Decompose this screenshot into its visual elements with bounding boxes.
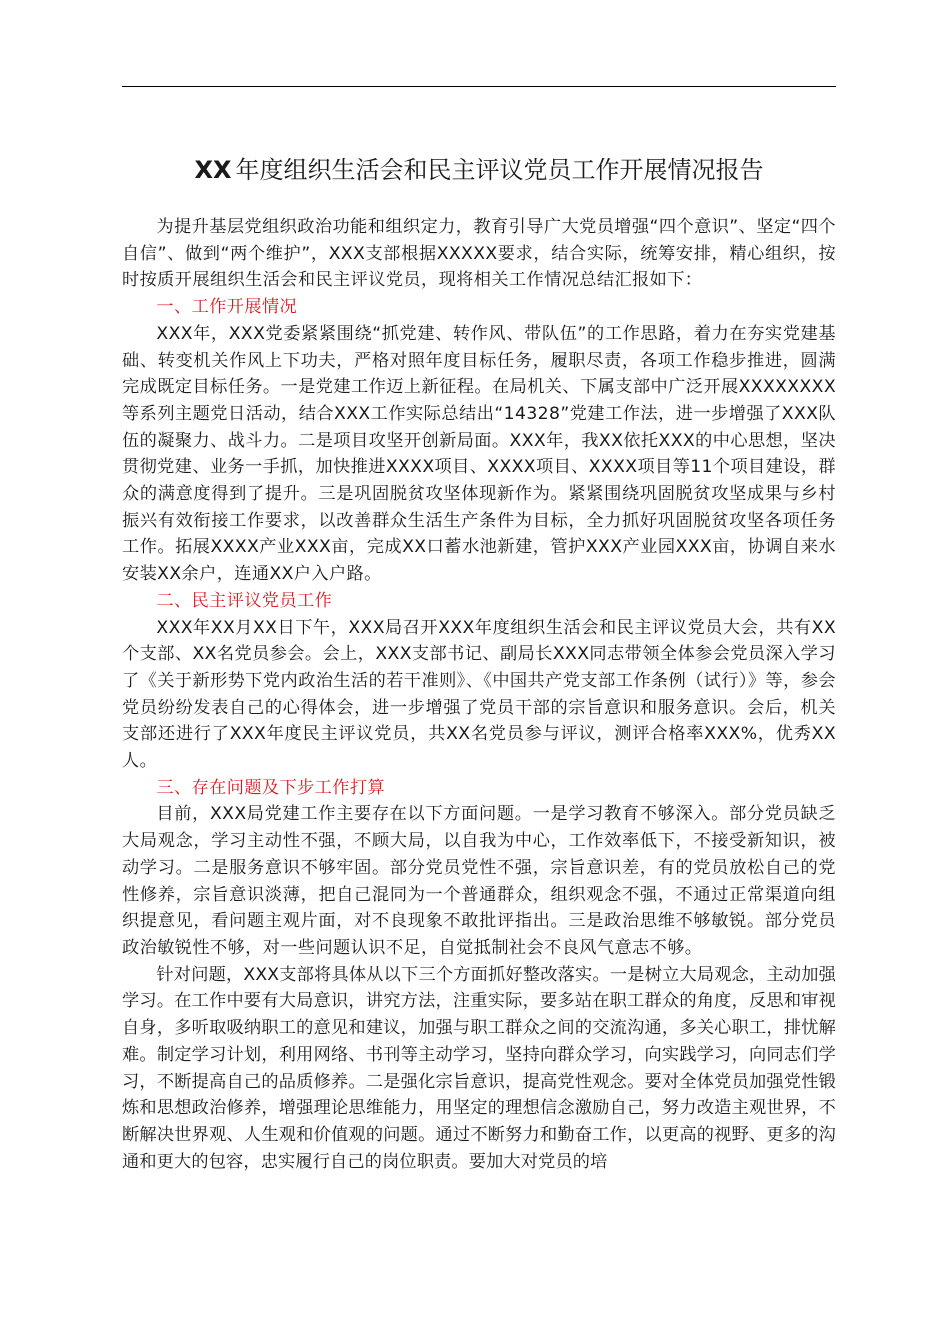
section-2-paragraph-1: XXX年XX月XX日下午，XXX局召开XXX年度组织生活会和民主评议党员大会，共有XX个支部、XX名党员参会。会上，XXX支部书记、副局长XXX同志带领全体参会党员深入学习了《关于新形势下党内政治生活的若干准则》、《中国共产党支部工作条例（试行）》等，参会党员纷纷发表自己的心得体会，进一步增强了党员干部的宗旨意识和服务意识。会后，机关支部还进行了XXX年度民主评议党员，共XX名党员参与评议，测评合格率XXX%，优秀XX人。 <box>122 617 836 772</box>
section-1-paragraph-1: XXX年，XXX党委紧紧围绕“抓党建、转作风、带队伍”的工作思路，着力在夯实党建基础、转变机关作风上下功夫，严格对照年度目标任务，履职尽责，各项工作稳步推进，圆满完成既定目标任务。一是党建工作迈上新征程。在局机关、下属支部中广泛开展XXXXXXXX等系列主题党日活动，结合XXX工作实际总结出“14328”党建工作法，进一步增强了XXX队伍的凝聚力、战斗力。二是项目攻坚开创新局面。XXX年，我XX依托XXX的中心思想，坚决贯彻党建、业务一手抓，加快推进XXXX项目、XXXX项目、XXXX项目等11个项目建设，群众的满意度得到了提升。三是巩固脱贫攻坚体现新作为。紧紧围绕巩固脱贫攻坚成果与乡村振兴有效衔接工作要求，以改善群众生活生产条件为目标，全力抓好巩固脱贫攻坚各项任务工作。拓展XXXX产业XXX亩，完成XX口蓄水池新建，管护XXX产业园XXX亩，协调自来水安装XX余户，连通XX户入户路。 <box>122 323 836 585</box>
section-heading-3: 三、存在问题及下步工作打算 <box>156 777 386 798</box>
section-heading-1: 一、工作开展情况 <box>156 297 298 318</box>
document-title-main: 年度组织生活会和民主评议党员工作开展情况报告 <box>235 156 764 184</box>
intro-paragraph: 为提升基层党组织政治功能和组织定力，教育引导广大党员增强“四个意识”、坚定“四个自信”、做到“两个维护”，XXX支部根据XXXXX要求，结合实际，统筹安排，精心组织，按时按质开展组织生活会和民主评议党员，现将相关工作情况总结汇报如下： <box>122 217 836 291</box>
section-3-paragraph-2: 针对问题，XXX支部将具体从以下三个方面抓好整改落实。一是树立大局观念，主动加强学习。在工作中要有大局意识，讲究方法，注重实际，要多站在职工群众的角度，反思和审视自身，多听取吸纳职工的意见和建议，加强与职工群众之间的交流沟通，多关心职工，排忧解难。制定学习计划，利用网络、书刊等主动学习，坚持向群众学习，向实践学习，向同志们学习，不断提高自己的品质修养。二是强化宗旨意识，提高党性观念。要对全体党员加强党性锻炼和思想政治修养，增强理论思维能力，用坚定的理想信念激励自己，努力改造主观世界，不断解决世界观、人生观和价值观的问题。通过不断努力和勤奋工作，以更高的视野、更多的沟通和更大的包容，忠实履行自己的岗位职责。要加大对党员的培 <box>122 964 836 1172</box>
section-heading-2: 二、民主评议党员工作 <box>156 590 333 611</box>
document-body <box>122 150 836 1175</box>
document-title <box>122 150 836 190</box>
document-title-prefix: XX <box>194 156 232 184</box>
header-rule <box>122 86 836 87</box>
section-3-paragraph-1: 目前，XXX局党建工作主要存在以下方面问题。一是学习教育不够深入。部分党员缺乏大局观念，学习主动性不强，不顾大局，以自我为中心，工作效率低下，不接受新知识，被动学习。二是服务意识不够牢固。部分党员党性不强，宗旨意识差，有的党员放松自己的党性修养，宗旨意识淡薄，把自己混同为一个普通群众，组织观念不强，不通过正常渠道向组织提意见，看问题主观片面，对不良现象不敢批评指出。三是政治思维不够敏锐。部分党员政治敏锐性不够，对一些问题认识不足，自觉抵制社会不良风气意志不够。 <box>122 804 836 958</box>
